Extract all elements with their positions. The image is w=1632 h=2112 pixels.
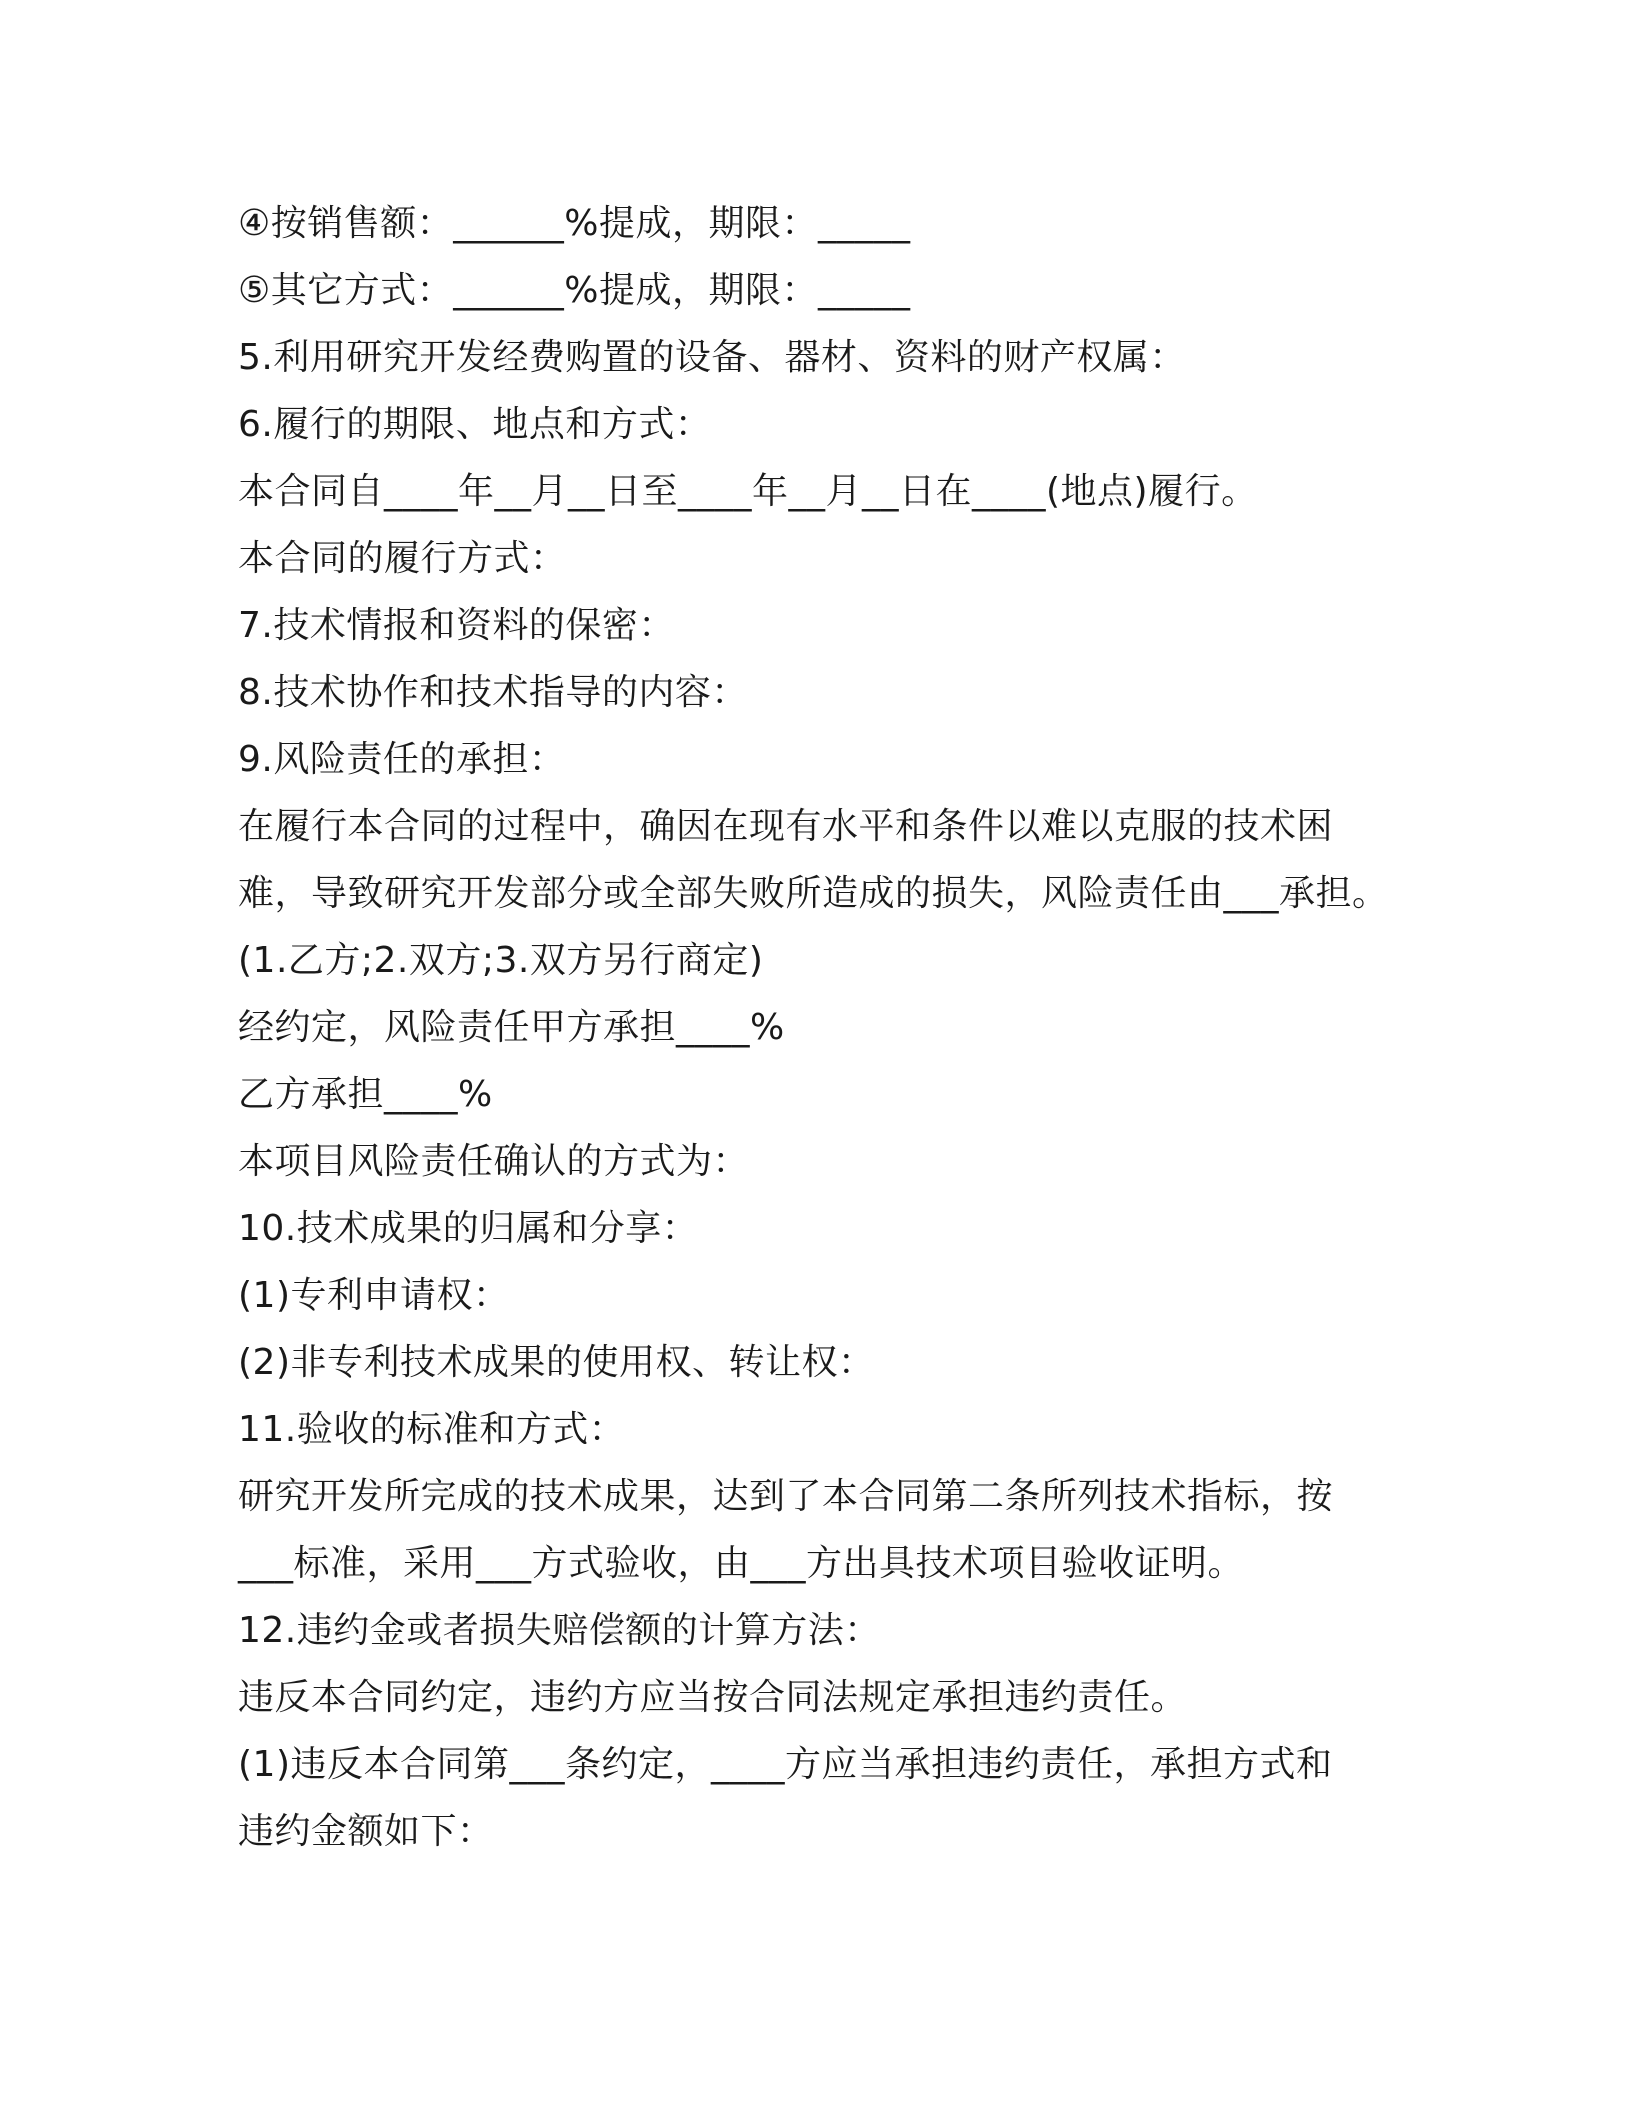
text-line: 在履行本合同的过程中，确因在现有水平和条件以难以克服的技术困 (238, 806, 1334, 847)
section-heading: 10.技术成果的归属和分享： (238, 1208, 699, 1249)
text-line: 乙方承担____% (238, 1074, 493, 1115)
text-line: (1.乙方;2.双方;3.双方另行商定) (238, 940, 764, 981)
text-line: 违约金额如下： (238, 1811, 494, 1852)
text-line: 本合同自____年__月__日至____年__月__日在____(地点)履行。 (238, 471, 1258, 512)
text-line: 本项目风险责任确认的方式为： (238, 1141, 750, 1182)
text-line: 违反本合同约定，违约方应当按合同法规定承担违约责任。 (238, 1677, 1188, 1718)
text-line: 经约定，风险责任甲方承担____% (238, 1007, 785, 1048)
section-heading: 8.技术协作和技术指导的内容： (238, 672, 748, 713)
text-line: (1)违反本合同第___条约定，____方应当承担违约责任，承担方式和 (238, 1744, 1333, 1785)
text-line: ⑤其它方式：______%提成，期限：_____ (238, 270, 911, 311)
text-line: (1)专利申请权： (238, 1275, 510, 1316)
section-heading: 6.履行的期限、地点和方式： (238, 404, 712, 445)
text-line: ④按销售额：______%提成，期限：_____ (238, 203, 911, 244)
document-body (238, 190, 1438, 1865)
section-heading: 5.利用研究开发经费购置的设备、器材、资料的财产权属： (238, 337, 1186, 378)
text-line: 研究开发所完成的技术成果，达到了本合同第二条所列技术指标，按 (238, 1476, 1334, 1517)
text-line: ___标准，采用___方式验收，由___方出具技术项目验收证明。 (238, 1543, 1245, 1584)
text-line: 本合同的履行方式： (238, 538, 567, 579)
text-line: 难，导致研究开发部分或全部失败所造成的损失，风险责任由___承担。 (238, 873, 1389, 914)
section-heading: 7.技术情报和资料的保密： (238, 605, 675, 646)
section-heading: 11.验收的标准和方式： (238, 1409, 626, 1450)
section-heading: 12.违约金或者损失赔偿额的计算方法： (238, 1610, 881, 1651)
text-line: (2)非专利技术成果的使用权、转让权： (238, 1342, 875, 1383)
section-heading: 9.风险责任的承担： (238, 739, 566, 780)
